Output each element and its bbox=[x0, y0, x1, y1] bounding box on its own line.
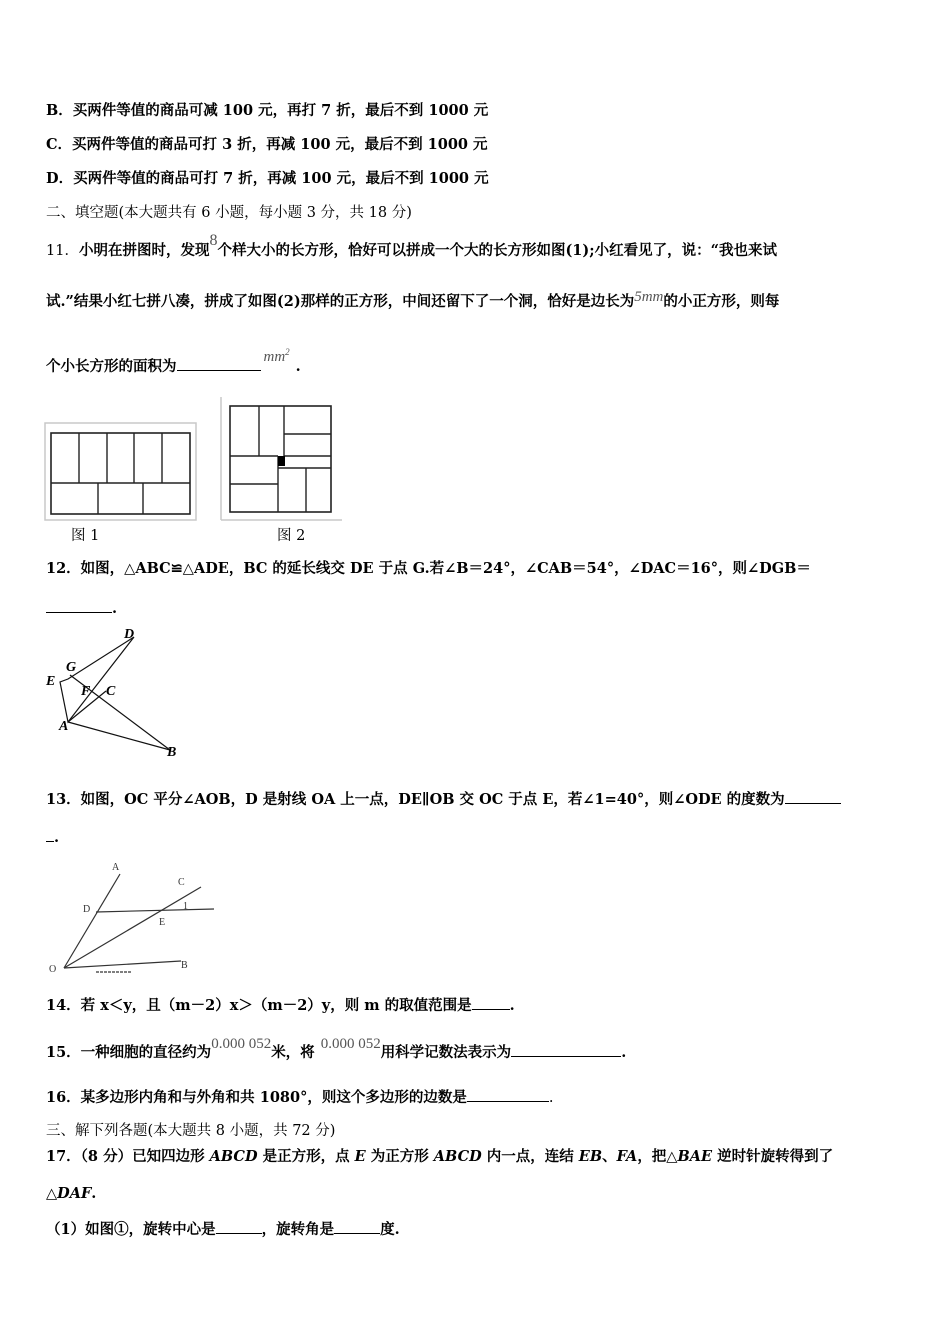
q14-end: . bbox=[509, 997, 515, 1014]
q14-question: 14．若 x＜y，且（m－2）x＞（m－2）y，则 m 的取值范围是 bbox=[46, 997, 472, 1014]
q16-text bbox=[46, 1087, 553, 1108]
label-D: D bbox=[83, 904, 91, 915]
q11-unit: $mm^2$ bbox=[263, 347, 290, 365]
q11-math-5mm: 5mm bbox=[634, 289, 664, 305]
q11-text-e: 个小长方形的面积为 bbox=[46, 358, 177, 375]
q14-text bbox=[46, 995, 515, 1016]
q15-answer-blank[interactable] bbox=[511, 1042, 621, 1057]
label-E: E bbox=[159, 917, 166, 928]
q11-fig1-caption: 图 1 bbox=[71, 528, 100, 544]
q17-text-f: 逆时针旋转得到了 bbox=[712, 1148, 834, 1165]
label-C: C bbox=[178, 877, 185, 888]
option-b: B．买两件等值的商品可减 100 元，再打 7 折，最后不到 1000 元 bbox=[46, 102, 489, 119]
q17-sub1-text-b: ，旋转角是 bbox=[261, 1221, 335, 1238]
q15-end: . bbox=[621, 1044, 627, 1061]
q17-end: . bbox=[91, 1185, 97, 1202]
hole-square bbox=[278, 456, 285, 466]
q13-end: . bbox=[54, 829, 60, 846]
q17-text-d: 内一点，连结 bbox=[481, 1148, 579, 1165]
q17-line2 bbox=[46, 1184, 96, 1204]
q11-figure-1 bbox=[44, 422, 198, 522]
q17-e: E bbox=[354, 1148, 366, 1165]
q17-rotation-angle-blank[interactable] bbox=[334, 1219, 380, 1234]
q11-math-8: 8 bbox=[209, 232, 218, 249]
q15-text-a: 15．一种细胞的直径约为 bbox=[46, 1044, 212, 1061]
q13-figure bbox=[44, 858, 224, 978]
q12-question: 12．如图，△ABC≌△ADE，BC 的延长线交 DE 于点 G.若∠B＝24°，∠CAB＝54°，∠DAC＝16°，则∠DGB＝ bbox=[46, 560, 811, 577]
q17-line1 bbox=[46, 1147, 833, 1167]
label-A: A bbox=[112, 862, 120, 873]
label-E: E bbox=[46, 674, 56, 689]
q13-text bbox=[46, 789, 841, 810]
q12-text bbox=[46, 559, 811, 579]
q11-line3 bbox=[46, 347, 301, 377]
q15-value-2: 0.000 052 bbox=[320, 1036, 381, 1052]
q11-number: 11． bbox=[46, 243, 79, 259]
label-O: O bbox=[49, 964, 57, 975]
label-F: F bbox=[81, 684, 91, 699]
q13-answer-line bbox=[46, 827, 59, 848]
q11-line2 bbox=[46, 289, 780, 312]
q11-line1 bbox=[46, 232, 777, 261]
q11-fig2-caption: 图 2 bbox=[277, 528, 306, 544]
q14-answer-blank[interactable] bbox=[472, 995, 510, 1010]
q11-text-b: 个样大小的长方形，恰好可以拼成一个大的长方形如图(1);小红看见了，说：“我也来试 bbox=[217, 242, 777, 259]
q17-abcd-2: ABCD bbox=[433, 1148, 482, 1165]
q17-text-c: 为正方形 bbox=[365, 1148, 434, 1165]
q17-abcd: ABCD bbox=[209, 1148, 258, 1165]
q17-text-a: 17．（8 分）已知四边形 bbox=[46, 1148, 210, 1165]
option-c: C．买两件等值的商品可打 3 折，再减 100 元，最后不到 1000 元 bbox=[46, 136, 488, 153]
q13-answer-blank-a[interactable] bbox=[785, 789, 841, 804]
q13-question: 13．如图，OC 平分∠AOB，D 是射线 OA 上一点，DE∥OB 交 OC 于点 E，若∠1=40°，则∠ODE 的度数为 bbox=[46, 791, 785, 808]
q17-daf: DAF bbox=[57, 1185, 92, 1202]
q17-sub1-text-a: （1）如图①，旋转中心是 bbox=[46, 1221, 216, 1238]
q11-figure-2 bbox=[220, 396, 344, 522]
q12-end: . bbox=[112, 600, 118, 617]
q17-bae: BAE bbox=[677, 1148, 713, 1165]
q17-sub1-text-c: 度. bbox=[380, 1221, 400, 1238]
q12-answer-line bbox=[46, 598, 117, 619]
section3-heading: 三、解下列各题(本大题共 8 小题，共 72 分) bbox=[46, 1123, 336, 1139]
q11-text-d: 的小正方形，则每 bbox=[663, 293, 780, 310]
q16-end: . bbox=[548, 1090, 554, 1106]
q11-text-c: 试.”结果小红七拼八凑，拼成了如图(2)那样的正方形，中间还留下了一个洞，恰好是边长为 bbox=[46, 293, 635, 310]
q12-figure bbox=[40, 622, 190, 762]
label-C: C bbox=[106, 684, 116, 699]
q17-eb: EB bbox=[578, 1148, 603, 1165]
label-G: G bbox=[66, 660, 77, 675]
label-1: 1 bbox=[183, 901, 188, 912]
option-d: D．买两件等值的商品可打 7 折，再减 100 元，最后不到 1000 元 bbox=[46, 170, 489, 187]
q16-answer-blank[interactable] bbox=[467, 1087, 549, 1102]
q12-answer-blank[interactable] bbox=[46, 598, 112, 613]
q15-text-b: 米，将 bbox=[271, 1044, 315, 1061]
label-B: B bbox=[181, 960, 188, 971]
section2-heading: 二、填空题(本大题共有 6 小题，每小题 3 分，共 18 分) bbox=[46, 205, 412, 221]
q17-text-b: 是正方形，点 bbox=[257, 1148, 355, 1165]
q17-sep: 、 bbox=[602, 1148, 617, 1165]
q15-text bbox=[46, 1036, 627, 1063]
q15-text-c: 用科学记数法表示为 bbox=[380, 1044, 512, 1061]
q17-text-e: ，把△ bbox=[637, 1148, 678, 1165]
q11-answer-blank[interactable] bbox=[177, 356, 261, 371]
label-D: D bbox=[124, 627, 135, 642]
q17-rotation-center-blank[interactable] bbox=[216, 1219, 262, 1234]
label-B: B bbox=[167, 745, 177, 760]
q11-end: . bbox=[295, 358, 301, 375]
q11-text-a: 小明在拼图时，发现 bbox=[78, 242, 210, 259]
label-A: A bbox=[59, 719, 69, 734]
q17-sub1 bbox=[46, 1219, 400, 1240]
q17-fa: FA bbox=[616, 1148, 638, 1165]
q15-value-1: 0.000 052 bbox=[211, 1036, 272, 1052]
q17-triangle: △ bbox=[46, 1185, 58, 1202]
q13-answer-blank-b[interactable] bbox=[46, 827, 54, 842]
q16-question: 16．某多边形内角和与外角和共 1080°，则这个多边形的边数是 bbox=[46, 1089, 467, 1106]
